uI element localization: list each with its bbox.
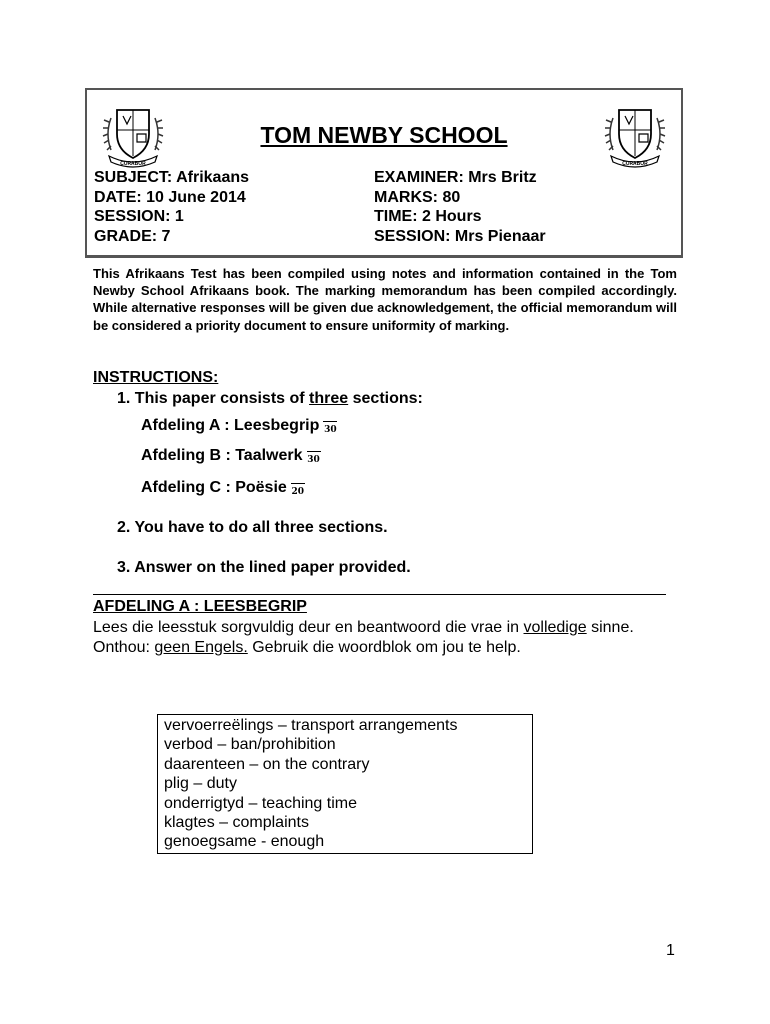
vocab-item: daarenteen – on the contrary bbox=[164, 755, 370, 773]
header-box bbox=[85, 88, 683, 258]
marks-fraction: 30 bbox=[321, 415, 339, 437]
vocab-item: klagtes – complaints bbox=[164, 814, 309, 832]
vocabulary-box bbox=[157, 714, 533, 854]
date-line: DATE: 10 June 2014 bbox=[94, 188, 246, 206]
section-a-line: Afdeling A : Leesbegrip 30 bbox=[141, 415, 339, 437]
crest-motto: CURABOR bbox=[622, 161, 648, 167]
instructions-heading: INSTRUCTIONS: bbox=[93, 369, 219, 386]
school-title: TOM NEWBY SCHOOL bbox=[260, 122, 508, 148]
section-c-line: Afdeling C : Poësie 20 bbox=[141, 477, 307, 499]
marks-fraction: 30 bbox=[305, 445, 323, 467]
page-number: 1 bbox=[666, 942, 675, 959]
crest-motto: CURABOR bbox=[120, 161, 146, 167]
vocab-item: onderrigtyd – teaching time bbox=[164, 794, 357, 812]
time-line: TIME: 2 Hours bbox=[374, 208, 482, 225]
separator-line bbox=[93, 594, 666, 595]
vocab-item: verbod – ban/prohibition bbox=[164, 736, 336, 754]
compilation-notice: This Afrikaans Test has been compiled using notes and information contained in the Tom Newby School Afrikaans book. The marking memorandum has been compiled accordingly. While alternative responses will be given due acknowledgement, the official memorandum will be considered a priority document to ensure uniformity of marking. bbox=[93, 266, 677, 333]
grade-line: GRADE: 7 bbox=[94, 227, 171, 245]
marks-line: MARKS: 80 bbox=[374, 188, 461, 206]
section-a-instructions: Lees die leesstuk sorgvuldig deur en beantwoord die vrae in volledige sinne. Onthou: geen Engels. Gebruik die woordblok om jou te help. bbox=[93, 619, 634, 656]
section-b-line: Afdeling B : Taalwerk 30 bbox=[141, 445, 323, 467]
vocab-item: plig – duty bbox=[164, 775, 237, 793]
instruction-1: 1. This paper consists of three sections: bbox=[117, 390, 423, 407]
moderator-line: SESSION: Mrs Pienaar bbox=[374, 227, 546, 245]
exam-meta-left bbox=[94, 168, 249, 246]
instruction-2: 2. You have to do all three sections. bbox=[117, 519, 388, 536]
section-a-heading: AFDELING A : LEESBEGRIP bbox=[93, 598, 307, 615]
examiner-line: EXAMINER: Mrs Britz bbox=[374, 169, 537, 186]
subject-line: SUBJECT: Afrikaans bbox=[94, 169, 250, 186]
session-line: SESSION: 1 bbox=[94, 208, 184, 225]
vocab-item: genoegsame - enough bbox=[164, 833, 325, 851]
vocab-item: vervoerreëlings – transport arrangements bbox=[164, 717, 458, 734]
instruction-3: 3. Answer on the lined paper provided. bbox=[117, 559, 411, 576]
marks-fraction: 20 bbox=[289, 477, 307, 499]
exam-meta-right bbox=[374, 168, 546, 246]
